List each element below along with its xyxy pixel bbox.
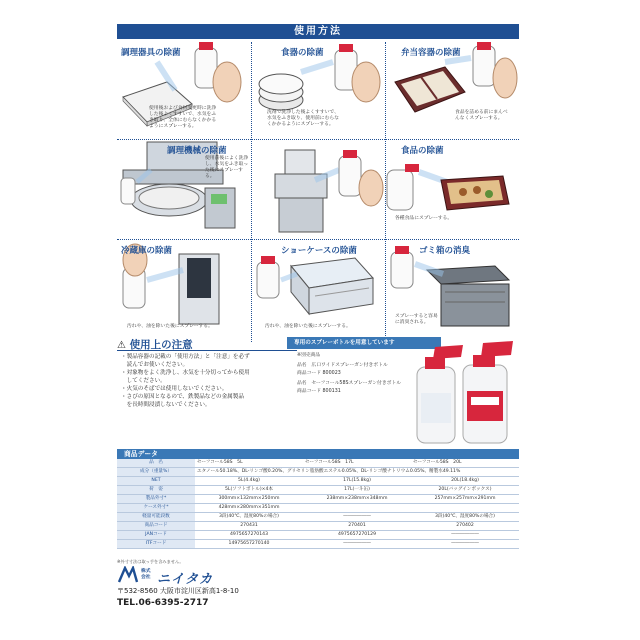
- table-row: JANコード 4975657270143 4975657270129 ――――――: [117, 531, 519, 540]
- spray-bottle-heading: 専用のスプレーボトルを用意しています: [287, 337, 441, 349]
- warning-icon: ⚠: [117, 340, 126, 351]
- company-logo: [117, 566, 227, 587]
- spray-bottle-section: 専用のスプレーボトルを用意しています ※別売商品 品名 広口ワイドスプレーガン付きボトル 商品コード 800023 品名 セーフコール58Sスプレーガン付きボトル 商品コード 800131: [287, 337, 519, 445]
- caution-section: [117, 337, 297, 432]
- table-row: 軽量可能段数 3段(40℃、湿度80%の場合) ―――――― 3段(40℃、湿度80%の場合): [117, 513, 519, 522]
- usage-title: 食品の除菌: [401, 146, 444, 156]
- usage-banner: 使用方法: [117, 24, 519, 39]
- niitaka-logo-icon: [117, 566, 139, 584]
- usage-title: 調理器具の除菌: [121, 48, 181, 58]
- table-row: 商品コード 270431 270401 270402: [117, 522, 519, 531]
- caution-title: ⚠ 使用上の注意: [117, 339, 193, 351]
- company-tel: TEL.06-6395-2717: [117, 598, 209, 608]
- usage-note: 使用後および食材変更時に洗浄した後よくすすいで、水気をふき取り、全体にむらなくかかるようにスプレーする。: [149, 106, 217, 129]
- table-footnote: ※外寸寸法は取っ手を含みません。: [117, 559, 184, 564]
- usage-title: ゴミ箱の消臭: [419, 246, 471, 256]
- usage-note: 洗剤で洗浄した後よくすすいで、水気をふき取り、使用前にむらなくかかるようにスプレーする。: [267, 110, 339, 127]
- table-row: 製品外寸* 300mm×132mm×250mm 238mm×238mm×348mm 257mm×257mm×291mm: [117, 495, 519, 504]
- company-address: 〒532-8560 大阪市淀川区新高1-8-10: [117, 587, 239, 595]
- usage-title: 弁当容器の除菌: [401, 48, 461, 58]
- caution-underline: [117, 350, 297, 351]
- table-row: NET 5L(4.4kg) 17L(15.8kg) 20L(18.4kg): [117, 477, 519, 486]
- product-data-heading: 商品データ: [117, 449, 519, 459]
- table-row: 成分（重量%） エタノール50.18%、DL-リンゴ酸0.20%、グリセリン脂肪酸エステル0.05%、DL-リンゴ酸ナトリウム0.05%、精製水49.11%: [117, 468, 519, 477]
- usage-note: スプレーすると容易に消臭される。: [395, 314, 438, 325]
- usage-machine-2: [251, 140, 385, 238]
- company-type: 株式会社: [141, 569, 151, 580]
- table-row: ITFコード 14975657270140 ―――――― ――――――: [117, 540, 519, 549]
- usage-title: 食器の除菌: [281, 48, 324, 58]
- usage-grid: [117, 42, 519, 342]
- usage-note: 食品を詰める前にまんべんなくスプレーする。: [455, 110, 508, 121]
- caution-body: ・製品容器の記載の「使用方法」と「注意」を必ず 読んでお使いください。 ・対象物をよく洗浄し、水気を十分切ってから使用 してください。 ・火気のそばでは使用しないでください。 ・さびの原因となるので、鉄製品などの金属製品 を長時間浸漬しないでください。: [121, 354, 250, 408]
- slicer-illustration: [251, 140, 385, 238]
- spray-bottles-photo: [405, 337, 519, 445]
- table-row: 品 名 セーフコール58S 5L セーフコール58S 17L セーフコール58S 20L: [117, 459, 519, 468]
- usage-kitchen-machine: [117, 140, 251, 238]
- usage-lunchbox: [385, 42, 519, 140]
- usage-title: ショーケースの除菌: [281, 246, 357, 256]
- product-data-table: [117, 459, 519, 549]
- usage-note: 汚れや、油を除いた後にスプレーする。: [265, 324, 351, 329]
- usage-trash-bin: [385, 240, 519, 338]
- company-brand: ニイタカ: [157, 572, 214, 587]
- usage-food: [385, 140, 519, 238]
- usage-note: 使用前後によく洗浄し、水気をふき取った後にスプレーする。: [205, 156, 249, 179]
- usage-note: 各種食品にスプレーする。: [395, 216, 453, 221]
- usage-title: 冷蔵庫の除菌: [121, 246, 173, 256]
- usage-refrigerator: [117, 240, 251, 338]
- usage-cutting-board: [117, 42, 251, 140]
- usage-dishes: [251, 42, 385, 140]
- usage-showcase: [251, 240, 385, 338]
- usage-title: 調理機械の除菌: [167, 146, 227, 156]
- table-row: ケース外寸* 428mm×280mm×351mm: [117, 504, 519, 513]
- table-row: 荷 姿 5L(ソフトボトル)×4本 17L(一斗缶) 20L(バッグインボックス): [117, 486, 519, 495]
- usage-note: 汚れや、油を除いた後にスプレーする。: [127, 324, 213, 329]
